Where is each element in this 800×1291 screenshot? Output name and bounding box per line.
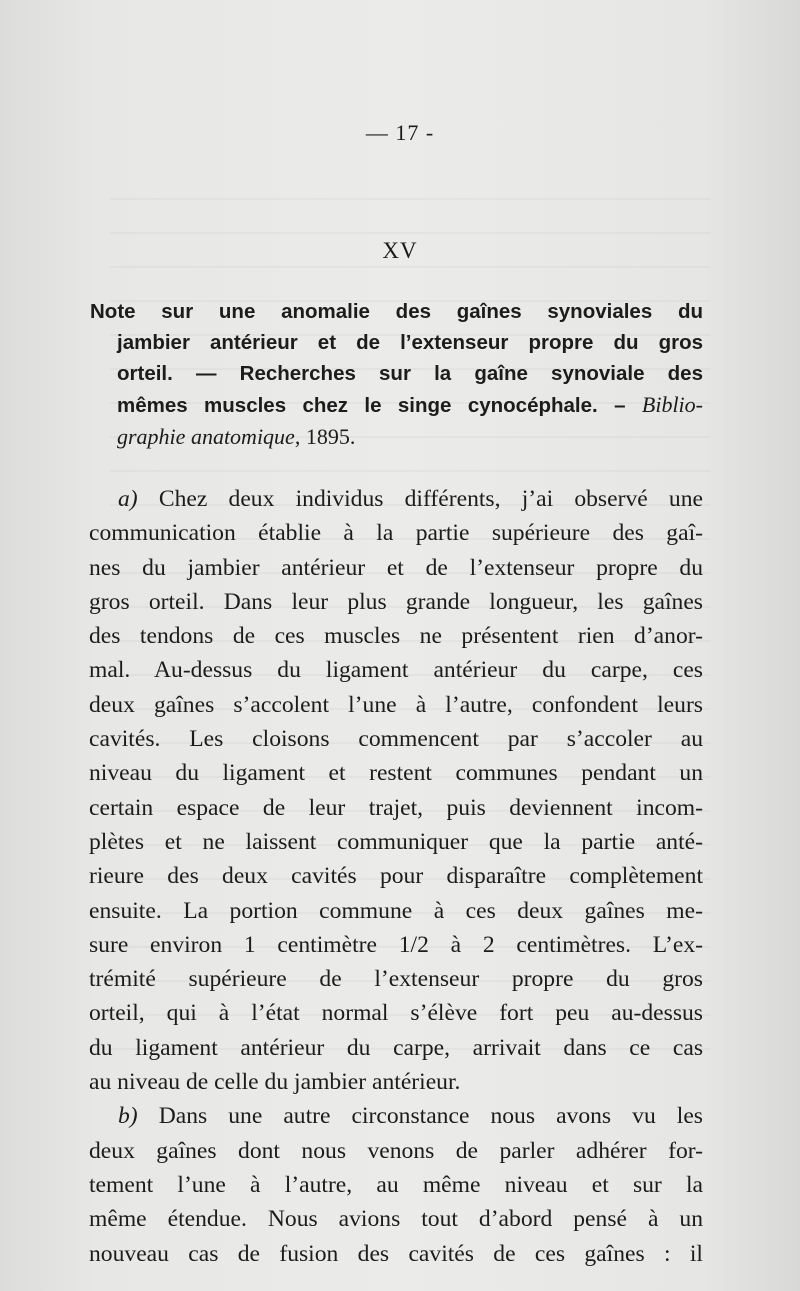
paragraph-a-text: Chez deux individus différents, j’ai observé une	[158, 486, 703, 512]
paragraph-a-line: gros orteil. Dans leur plus grande longueur, les gaînes	[89, 588, 703, 615]
paragraph-a-label: a)	[118, 486, 138, 512]
heading-line-bold: mêmes muscles chez le singe cynocéphale. –	[117, 394, 626, 417]
heading-line: Note sur une anomalie des gaînes synoviales du	[90, 300, 703, 323]
paragraph-a-line: des tendons de ces muscles ne présentent rien d’anor-	[89, 623, 703, 650]
page-number: — 17 -	[365, 120, 435, 145]
paragraph-a-line: sure environ 1 centimètre 1/2 à 2 centimètres. L’ex-	[89, 931, 703, 958]
paragraph-b-line: deux gaînes dont nous venons de parler adhérer for-	[89, 1137, 703, 1164]
paragraph-a-line: deux gaînes s’accolent l’une à l’autre, confondent leurs	[89, 691, 703, 718]
heading-line	[90, 389, 703, 421]
paragraph-b-line: même étendue. Nous avions tout d’abord pensé à un	[89, 1206, 703, 1233]
paragraph-b-label: b)	[118, 1103, 138, 1130]
paragraph-a-line	[89, 482, 703, 516]
paragraph-b-line: nouveau cas de fusion des cavités de ces gaînes : il	[89, 1240, 703, 1267]
heading-line: orteil. — Recherches sur la gaîne synoviale des	[117, 362, 703, 385]
paragraph-a-line: au niveau de celle du jambier antérieur.	[89, 1069, 461, 1096]
article-heading	[90, 296, 703, 453]
paragraph-a-line: niveau du ligament et restent communes pendant un	[89, 760, 703, 787]
heading-year: , 1895.	[294, 424, 356, 449]
heading-line	[90, 421, 703, 453]
paragraph-b-line	[89, 1099, 703, 1133]
section-number: XV	[382, 238, 418, 263]
heading-line: jambier antérieur et de l’extenseur propre du gros	[117, 331, 703, 354]
paragraph-a-line: du ligament antérieur du carpe, arrivait dans ce cas	[89, 1034, 703, 1061]
paragraph-b-text: Dans une autre circonstance nous avons vu les	[158, 1103, 703, 1130]
heading-source-italic: Biblio-	[641, 392, 703, 417]
paragraph-a-line: ensuite. La portion commune à ces deux gaînes me-	[89, 897, 703, 924]
paragraph-a-line: certain espace de leur trajet, puis deviennent incom-	[89, 794, 703, 821]
paragraph-a-line: cavités. Les cloisons commencent par s’accoler au	[89, 726, 703, 753]
paragraph-a-line: trémité supérieure de l’extenseur propre du gros	[89, 966, 703, 993]
paragraph-a-line: mal. Au-dessus du ligament antérieur du carpe, ces	[89, 657, 703, 684]
body-text	[89, 482, 703, 1271]
paragraph-a-line: plètes et ne laissent communiquer que la partie anté-	[89, 828, 703, 855]
paragraph-a-line: orteil, qui à l’état normal s’élève fort peu au-dessus	[89, 1000, 703, 1027]
paragraph-b-line: tement l’une à l’autre, au même niveau et sur la	[89, 1171, 703, 1198]
heading-source-italic: graphie anatomique	[117, 424, 295, 449]
paragraph-a-line: communication établie à la partie supérieure des gaî-	[89, 520, 703, 547]
paragraph-a-line: rieure des deux cavités pour disparaître complètement	[89, 863, 703, 890]
paragraph-a-line: nes du jambier antérieur et de l’extenseur propre du	[89, 554, 703, 581]
